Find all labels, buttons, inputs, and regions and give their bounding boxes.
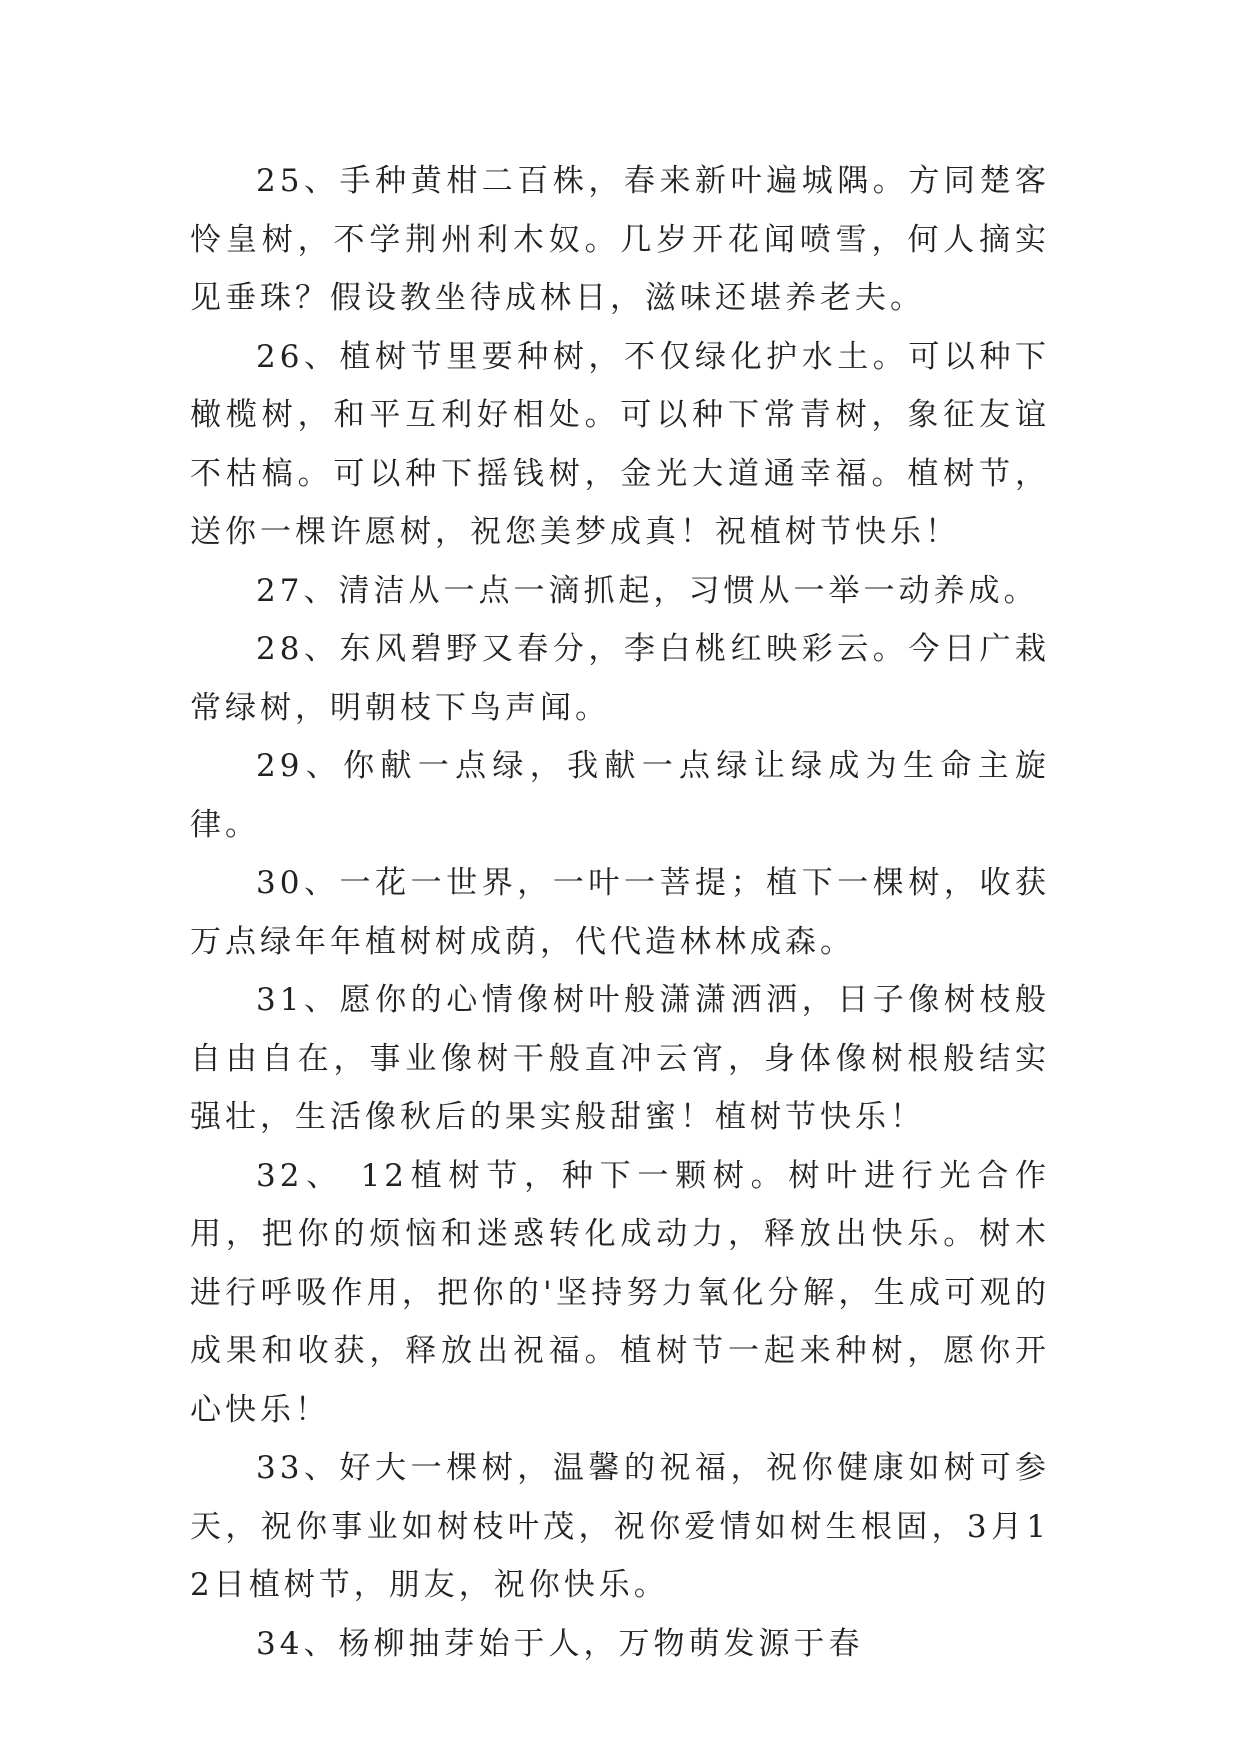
- document-body: [190, 152, 1050, 1673]
- paragraph-25: 25、手种黄柑二百株，春来新叶遍城隅。方同楚客怜皇树，不学荆州利木奴。几岁开花闻喷雪，何人摘实见垂珠？假设教坐待成林日，滋味还堪养老夫。: [190, 163, 1050, 316]
- paragraph-29: 29、你献一点绿，我献一点绿让绿成为生命主旋律。: [190, 748, 1050, 843]
- paragraph-28: 28、东风碧野又春分，李白桃红映彩云。今日广栽常绿树，明朝枝下鸟声闻。: [190, 631, 1050, 726]
- paragraph-30: 30、一花一世界，一叶一菩提；植下一棵树，收获万点绿年年植树树成荫，代代造林林成森。: [190, 865, 1050, 960]
- paragraph-34: 34、杨柳抽芽始于人，万物萌发源于春: [256, 1625, 864, 1662]
- paragraph-26: 26、植树节里要种树，不仅绿化护水土。可以种下橄榄树，和平互利好相处。可以种下常青树，象征友谊不枯槁。可以种下摇钱树，金光大道通幸福。植树节，送你一棵许愿树，祝您美梦成真！祝植树节快乐！: [190, 338, 1050, 550]
- paragraph-32: 32、 12植树节，种下一颗树。树叶进行光合作用，把你的烦恼和迷惑转化成动力，释放出快乐。树木进行呼吸作用，把你的'坚持努力氧化分解，生成可观的成果和收获，释放出祝福。植树节一起来种树，愿你开心快乐！: [190, 1157, 1050, 1428]
- paragraph-27: 27、清洁从一点一滴抓起，习惯从一举一动养成。: [256, 572, 1039, 609]
- paragraph-33: 33、好大一棵树，温馨的祝福，祝你健康如树可参天，祝你事业如树枝叶茂，祝你爱情如树生根固，3月12日植树节，朋友，祝你快乐。: [190, 1450, 1050, 1603]
- paragraph-31: 31、愿你的心情像树叶般潇潇洒洒，日子像树枝般自由自在，事业像树干般直冲云宵，身体像树根般结实强壮，生活像秋后的果实般甜蜜！植树节快乐！: [190, 982, 1050, 1135]
